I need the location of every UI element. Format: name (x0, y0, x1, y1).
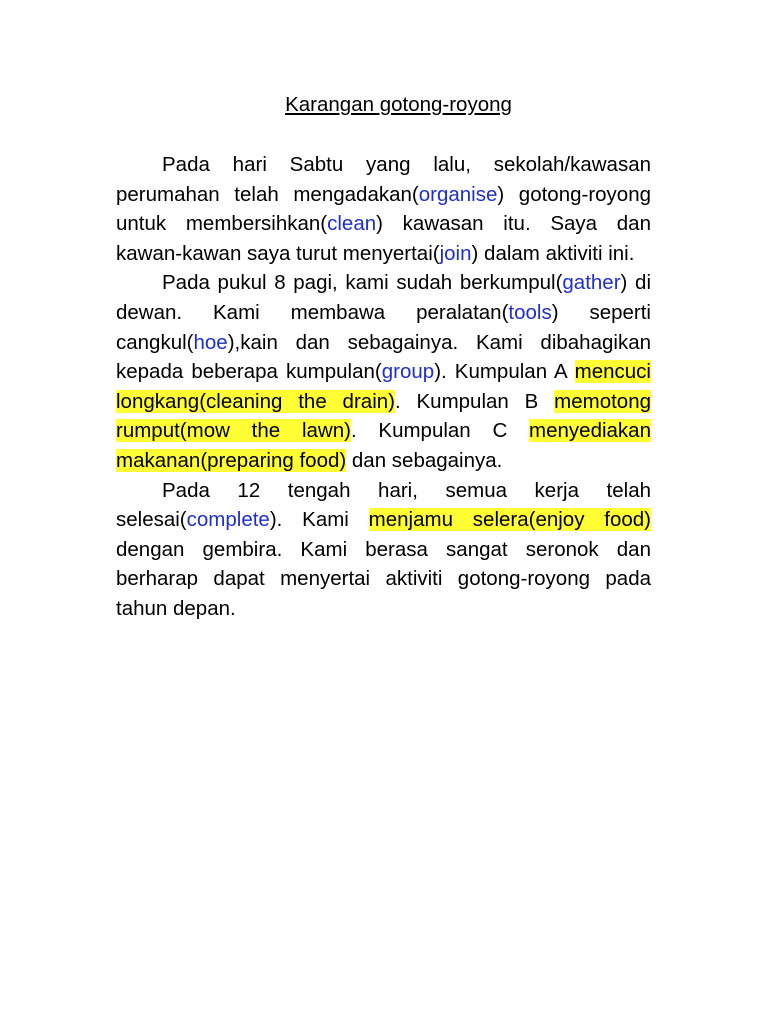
text-segment: dan sebagainya. (346, 448, 503, 472)
english-gloss: complete (186, 508, 270, 532)
english-gloss: tools (508, 300, 552, 324)
text-segment: Pada pukul 8 pagi, kami sudah berkumpul( (162, 271, 563, 295)
text-segment: ) gotong-royong untuk membersihkan( (116, 182, 652, 236)
essay-title: Karangan gotong-royong (285, 93, 512, 116)
essay-body (116, 150, 651, 624)
text-segment: ) dalam aktiviti ini. (471, 241, 635, 265)
highlighted-phrase: mencuci longkang(cleaning the drain) (116, 360, 651, 413)
highlighted-phrase: memotong rumput(mow the lawn) (116, 389, 652, 443)
english-gloss: organise (418, 182, 498, 206)
text-segment: ) seperti cangkul( (116, 300, 651, 354)
highlighted-phrase: menjamu selera(enjoy food) (368, 508, 651, 532)
text-segment: . Kumpulan B (394, 389, 555, 413)
english-gloss: hoe (193, 330, 228, 354)
document-page (116, 90, 651, 624)
text-segment: ). Kumpulan A (434, 360, 575, 384)
text-segment: dengan gembira. Kami berasa sangat seronok dan berharap dapat menyertai aktiviti gotong-royong pada tahun depan. (116, 537, 651, 620)
paragraph-1 (116, 150, 651, 268)
text-segment: Pada hari Sabtu yang lalu, sekolah/kawasan perumahan telah mengadakan( (116, 153, 651, 206)
paragraph-2 (116, 268, 651, 475)
text-segment: ). Kami (269, 508, 369, 532)
paragraph-3 (116, 476, 651, 624)
text-segment: ),kain dan sebagainya. Kami dibahagikan kepada beberapa kumpulan( (116, 330, 651, 384)
english-gloss: clean (327, 212, 377, 236)
text-segment: ) kawasan itu. Saya dan kawan-kawan saya turut menyertai( (116, 212, 651, 265)
text-segment: Pada 12 tengah hari, semua kerja telah selesai( (116, 478, 651, 532)
english-gloss: group (381, 360, 435, 384)
english-gloss: gather (562, 271, 621, 295)
text-segment: ) di dewan. Kami membawa peralatan( (116, 271, 651, 324)
english-gloss: join (439, 241, 472, 265)
highlighted-phrase: menyediakan makanan(preparing food) (116, 419, 651, 472)
text-segment: . Kumpulan C (350, 419, 530, 443)
